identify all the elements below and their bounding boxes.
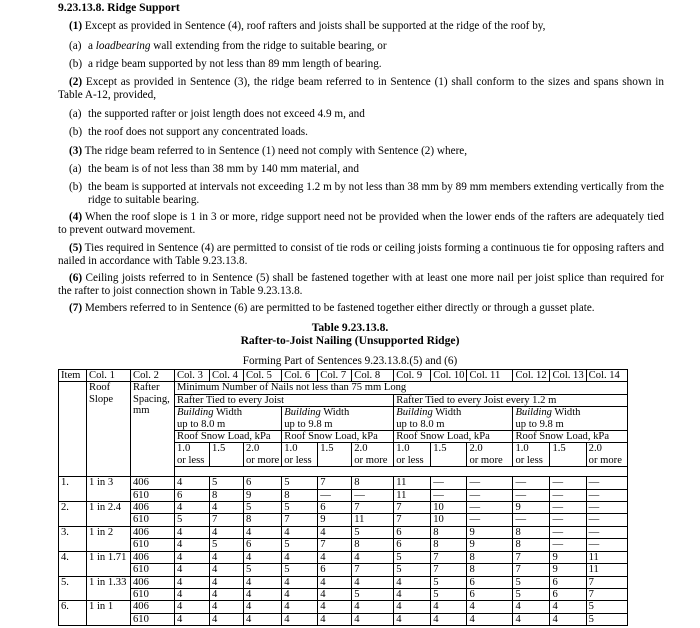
nail-count-cell: 4 xyxy=(318,588,352,600)
nail-count-cell: 4 xyxy=(210,588,244,600)
sentence-4: (4) When the roof slope is 1 in 3 or more, ridge support need not be provided when the lower ends of the rafters are adequately tied to prevent outward movement. xyxy=(58,211,664,237)
nail-count-cell: 11 xyxy=(352,514,394,526)
nail-count-cell: 6 xyxy=(394,539,431,551)
item-cell: 1. xyxy=(59,477,87,489)
nail-count-cell: — xyxy=(586,526,627,538)
nail-count-cell: 4 xyxy=(244,601,282,613)
nail-count-cell: 5 xyxy=(586,601,627,613)
nail-count-cell: 7 xyxy=(318,539,352,551)
nail-count-cell: 4 xyxy=(244,588,282,600)
rafter-spacing-cell: 610 xyxy=(131,489,175,501)
table-number: Table 9.23.13.8. xyxy=(311,321,389,334)
load-high-header: 2.0 or more xyxy=(244,443,282,467)
nail-count-cell: 9 xyxy=(244,489,282,501)
table-row xyxy=(59,576,628,588)
nail-count-cell: 4 xyxy=(394,601,431,613)
nail-count-cell: 4 xyxy=(467,601,513,613)
roof-slope-cell: 1 in 1.71 xyxy=(87,551,131,563)
nail-count-cell: 4 xyxy=(244,551,282,563)
nail-count-cell: 10 xyxy=(431,514,467,526)
roof-slope-cell: 1 in 3 xyxy=(87,477,131,489)
nail-count-cell: 5 xyxy=(394,551,431,563)
rafter-spacing-cell: 610 xyxy=(131,613,175,625)
nail-count-cell: 4 xyxy=(431,601,467,613)
nail-count-cell: 9 xyxy=(513,502,550,514)
nail-count-cell: 8 xyxy=(513,526,550,538)
nail-count-cell: 8 xyxy=(352,477,394,489)
nail-count-cell: 6 xyxy=(318,564,352,576)
nail-count-cell: — xyxy=(586,489,627,501)
nail-count-cell: 8 xyxy=(467,564,513,576)
nailing-table xyxy=(58,369,628,626)
nail-count-cell: 4 xyxy=(175,477,210,489)
nail-count-cell: 4 xyxy=(210,551,244,563)
roof-slope-cell: 1 in 2 xyxy=(87,526,131,538)
item-cell xyxy=(59,613,87,625)
rafter-spacing-cell: 610 xyxy=(131,514,175,526)
load-low-header: 1.0 or less xyxy=(282,443,318,467)
nail-count-cell: 7 xyxy=(352,502,394,514)
sentence-6: (6) Ceiling joists referred to in Sentence (5) shall be fastened together with at least one more nail per joist splice than required for the rafter to joist connection shown in Table 9.23.13.8. xyxy=(58,272,665,298)
table-title: Rafter-to-Joist Nailing (Unsupported Ridge) xyxy=(240,334,460,347)
nail-count-cell: — xyxy=(467,502,513,514)
nail-count-cell: 4 xyxy=(318,576,352,588)
rafter-spacing-cell: 406 xyxy=(131,576,175,588)
nail-count-cell: 8 xyxy=(352,539,394,551)
snow-load-header: Roof Snow Load, kPa xyxy=(175,431,282,443)
nail-count-cell: 6 xyxy=(318,502,352,514)
rafter-spacing-cell: 610 xyxy=(131,539,175,551)
nail-count-cell: 8 xyxy=(431,539,467,551)
tied-every-12m-header: Rafter Tied to every Joist every 1.2 m xyxy=(394,394,627,406)
nail-count-cell: 8 xyxy=(513,539,550,551)
nail-count-cell: 7 xyxy=(282,514,318,526)
nail-count-cell: 6 xyxy=(550,588,586,600)
item-cell xyxy=(59,564,87,576)
table-row xyxy=(59,502,628,514)
nail-count-cell: 4 xyxy=(318,613,352,625)
sentence-3: (3) The ridge beam referred to in Sentence (1) need not comply with Sentence (2) where, xyxy=(69,145,468,157)
roof-slope-cell xyxy=(87,588,131,600)
load-mid-header: 1.5 xyxy=(318,443,352,467)
nail-count-cell: 5 xyxy=(282,502,318,514)
nail-count-cell: 4 xyxy=(282,588,318,600)
nail-count-cell: 7 xyxy=(394,502,431,514)
nail-count-cell: 6 xyxy=(244,477,282,489)
nail-count-cell: 4 xyxy=(210,526,244,538)
nail-count-cell: — xyxy=(586,477,627,489)
nail-count-cell: 9 xyxy=(467,539,513,551)
roof-slope-cell xyxy=(87,564,131,576)
nail-count-cell: 4 xyxy=(175,526,210,538)
nail-count-cell: 5 xyxy=(431,588,467,600)
nail-count-cell: 6 xyxy=(244,539,282,551)
nail-count-cell: 5 xyxy=(282,564,318,576)
nail-count-cell: 4 xyxy=(244,613,282,625)
nail-count-cell: 4 xyxy=(244,576,282,588)
nail-count-cell: 5 xyxy=(513,588,550,600)
nail-count-cell: 7 xyxy=(318,477,352,489)
nail-count-cell: 4 xyxy=(550,613,586,625)
nail-count-cell: 7 xyxy=(352,564,394,576)
snow-load-header: Roof Snow Load, kPa xyxy=(394,431,513,443)
nail-count-cell: — xyxy=(586,502,627,514)
nail-count-cell: 5 xyxy=(352,588,394,600)
nail-count-cell: 6 xyxy=(467,576,513,588)
nail-count-cell: 4 xyxy=(210,601,244,613)
width-98-header-2: Building Width up to 9.8 m xyxy=(513,407,627,431)
nail-count-cell: 7 xyxy=(431,551,467,563)
nail-count-cell: — xyxy=(550,526,586,538)
nail-count-cell: 5 xyxy=(586,613,627,625)
sentence-2: (2) Except as provided in Sentence (3), the ridge beam referred to in Sentence (1) shall conform to the sizes and spans shown in Table A-12, provided, xyxy=(58,76,665,102)
nail-count-cell: 4 xyxy=(282,601,318,613)
nail-count-cell: 4 xyxy=(175,539,210,551)
nail-count-cell: 4 xyxy=(394,576,431,588)
roof-slope-cell xyxy=(87,514,131,526)
table-row xyxy=(59,539,628,551)
load-low-header: 1.0 or less xyxy=(513,443,550,467)
table-subtitle: Forming Part of Sentences 9.23.13.8.(5) and (6) xyxy=(242,355,458,367)
nail-count-cell: 4 xyxy=(431,613,467,625)
nail-count-cell: 4 xyxy=(210,576,244,588)
item-cell: 4. xyxy=(59,551,87,563)
nail-count-cell: 9 xyxy=(550,551,586,563)
nail-count-cell: 6 xyxy=(175,489,210,501)
nail-count-cell: 7 xyxy=(431,564,467,576)
nail-count-cell: — xyxy=(467,514,513,526)
sentence-7: (7) Members referred to in Sentence (6) are permitted to be fastened together either directly or through a gusset plate. xyxy=(69,302,595,314)
nail-count-cell: 4 xyxy=(282,576,318,588)
nail-count-cell: 5 xyxy=(244,564,282,576)
item-cell xyxy=(59,588,87,600)
nail-count-cell: 10 xyxy=(431,502,467,514)
rafter-spacing-cell: 406 xyxy=(131,601,175,613)
table-row xyxy=(59,564,628,576)
nail-count-cell: 5 xyxy=(244,502,282,514)
nail-count-cell: 4 xyxy=(210,564,244,576)
nail-count-cell: 4 xyxy=(175,613,210,625)
nail-count-cell: 5 xyxy=(210,477,244,489)
table-row xyxy=(59,514,628,526)
rafter-spacing-cell: 610 xyxy=(131,588,175,600)
roof-slope-cell xyxy=(87,539,131,551)
item-cell xyxy=(59,514,87,526)
nail-count-cell: — xyxy=(550,539,586,551)
nail-count-cell: 4 xyxy=(318,526,352,538)
table-row xyxy=(59,588,628,600)
nail-count-cell: 5 xyxy=(352,526,394,538)
table-row xyxy=(59,526,628,538)
roof-slope-header: Roof Slope xyxy=(87,382,131,477)
nail-count-cell: 4 xyxy=(550,601,586,613)
nail-count-cell: — xyxy=(513,514,550,526)
nail-count-cell: 4 xyxy=(175,502,210,514)
item-cell: 6. xyxy=(59,601,87,613)
nail-count-cell: — xyxy=(431,489,467,501)
snow-load-header: Roof Snow Load, kPa xyxy=(513,431,627,443)
nail-count-cell: 4 xyxy=(352,576,394,588)
tied-every-joist-header: Rafter Tied to every Joist xyxy=(175,394,394,406)
sentence-5: (5) Ties required in Sentence (4) are permitted to consist of tie rods or ceiling joists forming a continuous tie for opposing rafters and nailed in accordance with Table 9.23.13.8. xyxy=(58,242,664,268)
header-row-nails xyxy=(59,382,628,394)
rafter-spacing-cell: 610 xyxy=(131,564,175,576)
nail-count-cell: 8 xyxy=(244,514,282,526)
nail-count-cell: 6 xyxy=(394,526,431,538)
nail-count-cell: 9 xyxy=(550,564,586,576)
nail-count-cell: 4 xyxy=(352,601,394,613)
item-cell xyxy=(59,539,87,551)
nail-count-cell: — xyxy=(352,489,394,501)
nail-count-cell: 4 xyxy=(318,551,352,563)
table-row xyxy=(59,551,628,563)
nail-count-cell: 4 xyxy=(244,526,282,538)
nail-count-cell: — xyxy=(513,477,550,489)
snow-load-header: Roof Snow Load, kPa xyxy=(282,431,394,443)
nail-count-cell: 11 xyxy=(586,551,627,563)
load-mid-header: 1.5 xyxy=(550,443,586,467)
nail-count-cell: 7 xyxy=(210,514,244,526)
nail-count-cell: 5 xyxy=(282,477,318,489)
width-8-header-2: Building Width up to 8.0 m xyxy=(394,407,513,431)
nail-count-cell: 7 xyxy=(586,588,627,600)
nail-count-cell: 4 xyxy=(394,588,431,600)
item-cell xyxy=(59,489,87,501)
clause-1b: (b) a ridge beam supported by not less than 89 mm length of bearing. xyxy=(69,58,382,70)
nail-count-cell: — xyxy=(550,489,586,501)
clause-3b: (b) the beam is supported at intervals not exceeding 1.2 m by not less than 38 mm by 89 mm members extending vertically from the ridge to suitable bearing. xyxy=(69,181,664,207)
nail-count-cell: 4 xyxy=(175,588,210,600)
nail-count-cell: 4 xyxy=(352,551,394,563)
item-cell: 3. xyxy=(59,526,87,538)
nail-count-cell: 5 xyxy=(282,539,318,551)
table-row xyxy=(59,613,628,625)
nail-count-cell: 5 xyxy=(513,576,550,588)
nail-count-cell: — xyxy=(467,489,513,501)
nail-count-cell: — xyxy=(586,539,627,551)
nail-count-cell: — xyxy=(550,514,586,526)
nail-count-cell: 8 xyxy=(210,489,244,501)
load-high-header: 2.0 or more xyxy=(467,443,513,467)
nail-count-cell: 5 xyxy=(394,564,431,576)
nail-count-cell: 7 xyxy=(394,514,431,526)
width-8-header: Building Width up to 8.0 m xyxy=(175,407,282,431)
nail-count-cell: 4 xyxy=(210,613,244,625)
nail-count-cell: 4 xyxy=(513,613,550,625)
nail-count-cell: — xyxy=(550,502,586,514)
load-mid-header: 1.5 xyxy=(431,443,467,467)
section-heading: 9.23.13.8. Ridge Support xyxy=(58,1,180,14)
nail-count-cell: 8 xyxy=(431,526,467,538)
nail-count-cell: 7 xyxy=(513,551,550,563)
item-cell: 5. xyxy=(59,576,87,588)
nail-count-cell: 4 xyxy=(318,601,352,613)
nail-count-cell: 6 xyxy=(550,576,586,588)
load-low-header: 1.0 or less xyxy=(394,443,431,467)
nail-count-cell: 7 xyxy=(586,576,627,588)
column-number-row: Item Col. 1 Col. 2 Col. 3 Col. 4 Col. 5 Col. 6 Col. 7 Col. 8 Col. 9 Col. 10 Col. 11 Col. 12 Col. 13 Col. 14 xyxy=(59,370,628,382)
roof-slope-cell xyxy=(87,613,131,625)
nail-count-cell: 7 xyxy=(513,564,550,576)
load-high-header: 2.0 or more xyxy=(586,443,627,467)
load-mid-header: 1.5 xyxy=(210,443,244,467)
nail-count-cell: — xyxy=(467,477,513,489)
load-high-header: 2.0 or more xyxy=(352,443,394,467)
nail-count-cell: 11 xyxy=(394,477,431,489)
nail-count-cell: 5 xyxy=(210,539,244,551)
nail-count-cell: — xyxy=(513,489,550,501)
nail-count-cell: 4 xyxy=(210,502,244,514)
nail-count-cell: 4 xyxy=(175,576,210,588)
load-low-header: 1.0 or less xyxy=(175,443,210,467)
clause-3a: (a) the beam is of not less than 38 mm by 140 mm material, and xyxy=(69,163,359,175)
clause-1a: (a) a loadbearing wall extending from the ridge to suitable bearing, or xyxy=(69,40,387,52)
roof-slope-cell: 1 in 1.33 xyxy=(87,576,131,588)
roof-slope-cell: 1 in 2.4 xyxy=(87,502,131,514)
nail-count-cell: 4 xyxy=(175,564,210,576)
nail-count-cell: 8 xyxy=(467,551,513,563)
rafter-spacing-header: Rafter Spacing, mm xyxy=(131,382,175,477)
nail-count-cell: 11 xyxy=(586,564,627,576)
nail-count-cell: 4 xyxy=(175,601,210,613)
nail-count-cell: — xyxy=(586,514,627,526)
sentence-1: (1) Except as provided in Sentence (4), roof rafters and joists shall be supported at the ridge of the roof by, xyxy=(69,20,546,32)
nail-count-cell: 4 xyxy=(282,526,318,538)
rafter-spacing-cell: 406 xyxy=(131,526,175,538)
nail-count-cell: 5 xyxy=(431,576,467,588)
nail-count-cell: 9 xyxy=(318,514,352,526)
defined-term: loadbearing xyxy=(95,40,151,52)
clause-2a: (a) the supported rafter or joist length does not exceed 4.9 m, and xyxy=(69,108,365,120)
nail-count-cell: — xyxy=(431,477,467,489)
table-row xyxy=(59,601,628,613)
nail-count-cell: 4 xyxy=(282,613,318,625)
item-cell: 2. xyxy=(59,502,87,514)
rafter-spacing-cell: 406 xyxy=(131,502,175,514)
nail-count-cell: 4 xyxy=(352,613,394,625)
roof-slope-cell xyxy=(87,489,131,501)
nail-count-cell: — xyxy=(318,489,352,501)
roof-slope-cell: 1 in 1 xyxy=(87,601,131,613)
nail-count-cell: 4 xyxy=(513,601,550,613)
min-nails-header: Minimum Number of Nails not less than 75 mm Long xyxy=(175,382,628,394)
nail-count-cell: 4 xyxy=(394,613,431,625)
clause-2b: (b) the roof does not support any concentrated loads. xyxy=(69,126,308,138)
nail-count-cell: 11 xyxy=(394,489,431,501)
nail-count-cell: 6 xyxy=(467,588,513,600)
table-row xyxy=(59,477,628,489)
nail-count-cell: 4 xyxy=(175,551,210,563)
nail-count-cell: 4 xyxy=(467,613,513,625)
nail-count-cell: 4 xyxy=(282,551,318,563)
nail-count-cell: 9 xyxy=(467,526,513,538)
nail-count-cell: 5 xyxy=(175,514,210,526)
nail-count-cell: — xyxy=(550,477,586,489)
rafter-spacing-cell: 406 xyxy=(131,477,175,489)
rafter-spacing-cell: 406 xyxy=(131,551,175,563)
width-98-header: Building Width up to 9.8 m xyxy=(282,407,394,431)
nail-count-cell: 8 xyxy=(282,489,318,501)
table-row xyxy=(59,489,628,501)
